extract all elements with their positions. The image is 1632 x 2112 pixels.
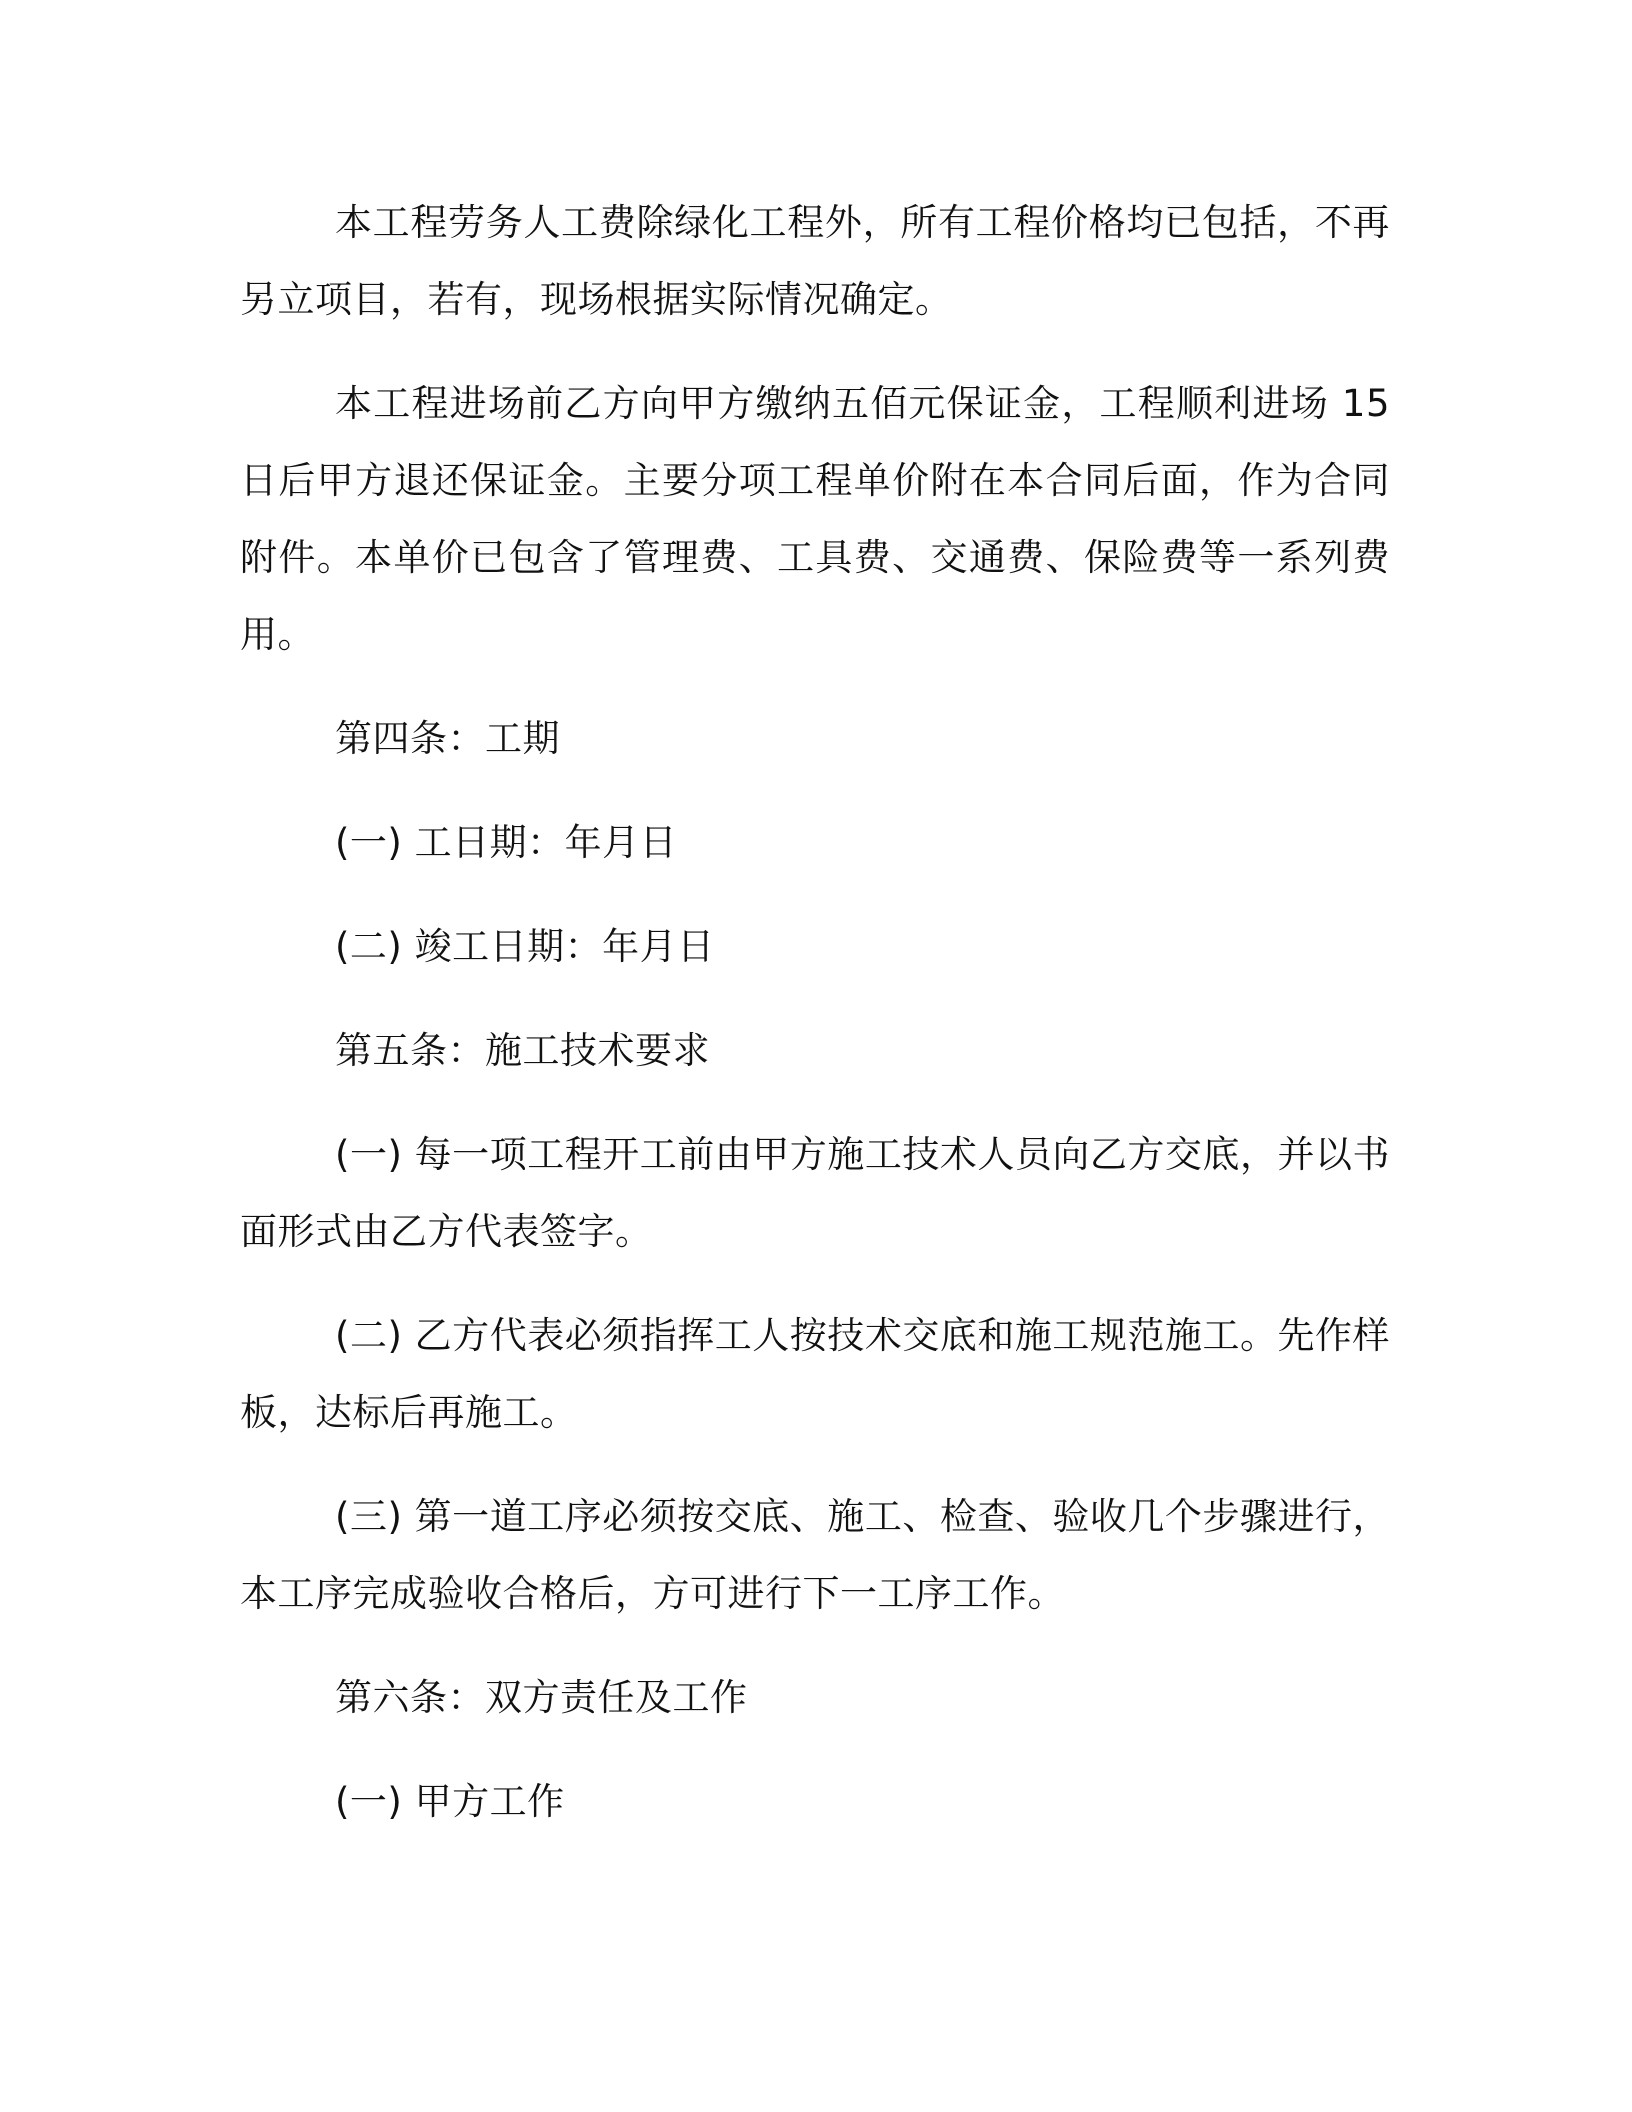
paragraph-deposit: 本工程进场前乙方向甲方缴纳五佰元保证金，工程顺利进场 15日后甲方退还保证金。主要分项工程单价附在本合同后面，作为合同附件。本单价已包含了管理费、工具费、交通费、保险费等一系列费用。 (240, 382, 1390, 656)
start-date-item: (一) 工日期：年月日 (335, 821, 678, 864)
paragraph-labor-cost: 本工程劳务人工费除绿化工程外，所有工程价格均已包括，不再另立项目，若有，现场根据实际情况确定。 (240, 201, 1390, 321)
article-5-heading: 第五条：施工技术要求 (335, 1029, 710, 1072)
party-a-work-item: (一) 甲方工作 (335, 1780, 565, 1823)
completion-date-item: (二) 竣工日期：年月日 (335, 925, 715, 968)
technical-requirement-2: (二) 乙方代表必须指挥工人按技术交底和施工规范施工。先作样板，达标后再施工。 (240, 1314, 1390, 1434)
technical-requirement-1: (一) 每一项工程开工前由甲方施工技术人员向乙方交底，并以书面形式由乙方代表签字。 (240, 1133, 1390, 1253)
technical-requirement-3: (三) 第一道工序必须按交底、施工、检查、验收几个步骤进行，本工序完成验收合格后，方可进行下一工序工作。 (240, 1495, 1390, 1615)
article-6-heading: 第六条：双方责任及工作 (335, 1676, 748, 1719)
document-body (240, 184, 1390, 1867)
article-4-heading: 第四条：工期 (335, 717, 560, 760)
